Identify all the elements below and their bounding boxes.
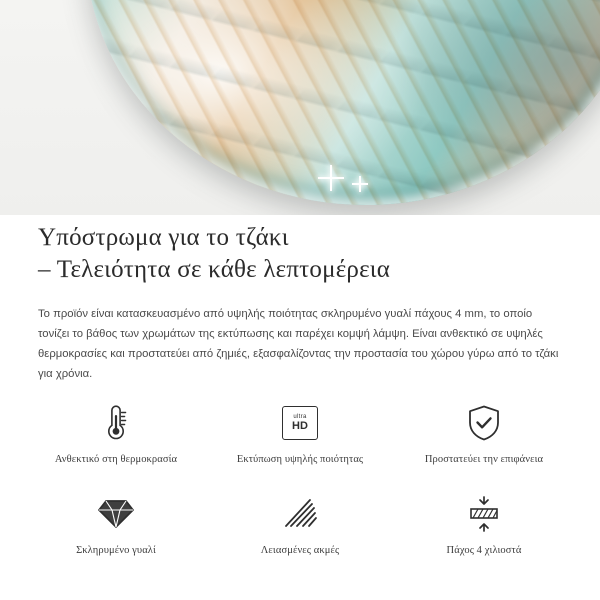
ultra-hd-icon bbox=[282, 402, 318, 444]
feature-label: Εκτύπωση υψηλής ποιότητας bbox=[236, 454, 364, 465]
feature-label: Πάχος 4 χιλιοστά bbox=[446, 545, 522, 556]
feature-label: Λειασμένες ακμές bbox=[260, 545, 340, 556]
feature-item bbox=[208, 493, 392, 557]
ultra-hd-badge-bottom: HD bbox=[292, 420, 308, 432]
headline-line-2: – Τελειότητα σε κάθε λεπτομέρεια bbox=[38, 256, 391, 283]
thickness-icon bbox=[464, 493, 504, 535]
diamond-icon bbox=[97, 493, 135, 535]
marble-glass-board-image bbox=[86, 0, 600, 205]
text-block bbox=[0, 222, 600, 384]
shield-check-icon bbox=[467, 402, 501, 444]
ultra-hd-badge-top: ultra bbox=[293, 414, 307, 420]
feature-item bbox=[208, 402, 392, 466]
polished-edges-icon bbox=[282, 493, 318, 535]
feature-item bbox=[24, 493, 208, 557]
headline-line-1: Υπόστρωμα για το τζάκι bbox=[38, 224, 289, 251]
hero-image bbox=[0, 0, 600, 215]
feature-item bbox=[392, 493, 576, 557]
description-paragraph: Το προϊόν είναι κατασκευασμένο από υψηλής ποιότητας σκληρυμένο γυαλί πάχους 4 mm, το οποίο τονίζει το βάθος των χρωμάτων της εκτύπωσης και παρέχει κομψή λάμψη. Είναι ανθεκτικό σε υψηλές θερμοκρασίες και προστατεύει από ζημιές, εξασφαλίζοντας την προστασία του χώρου γύρω από το τζάκι για χρόνια. bbox=[38, 308, 559, 380]
feature-grid bbox=[0, 402, 600, 557]
board-edge-highlight bbox=[86, 0, 600, 205]
page-title bbox=[38, 222, 562, 286]
feature-label: Προστατεύει την επιφάνεια bbox=[424, 454, 544, 465]
feature-item bbox=[392, 402, 576, 466]
thermometer-icon bbox=[103, 402, 129, 444]
feature-label: Σκληρυμένο γυαλί bbox=[76, 545, 156, 556]
feature-label: Ανθεκτικό στη θερμοκρασία bbox=[54, 454, 178, 465]
feature-item bbox=[24, 402, 208, 466]
